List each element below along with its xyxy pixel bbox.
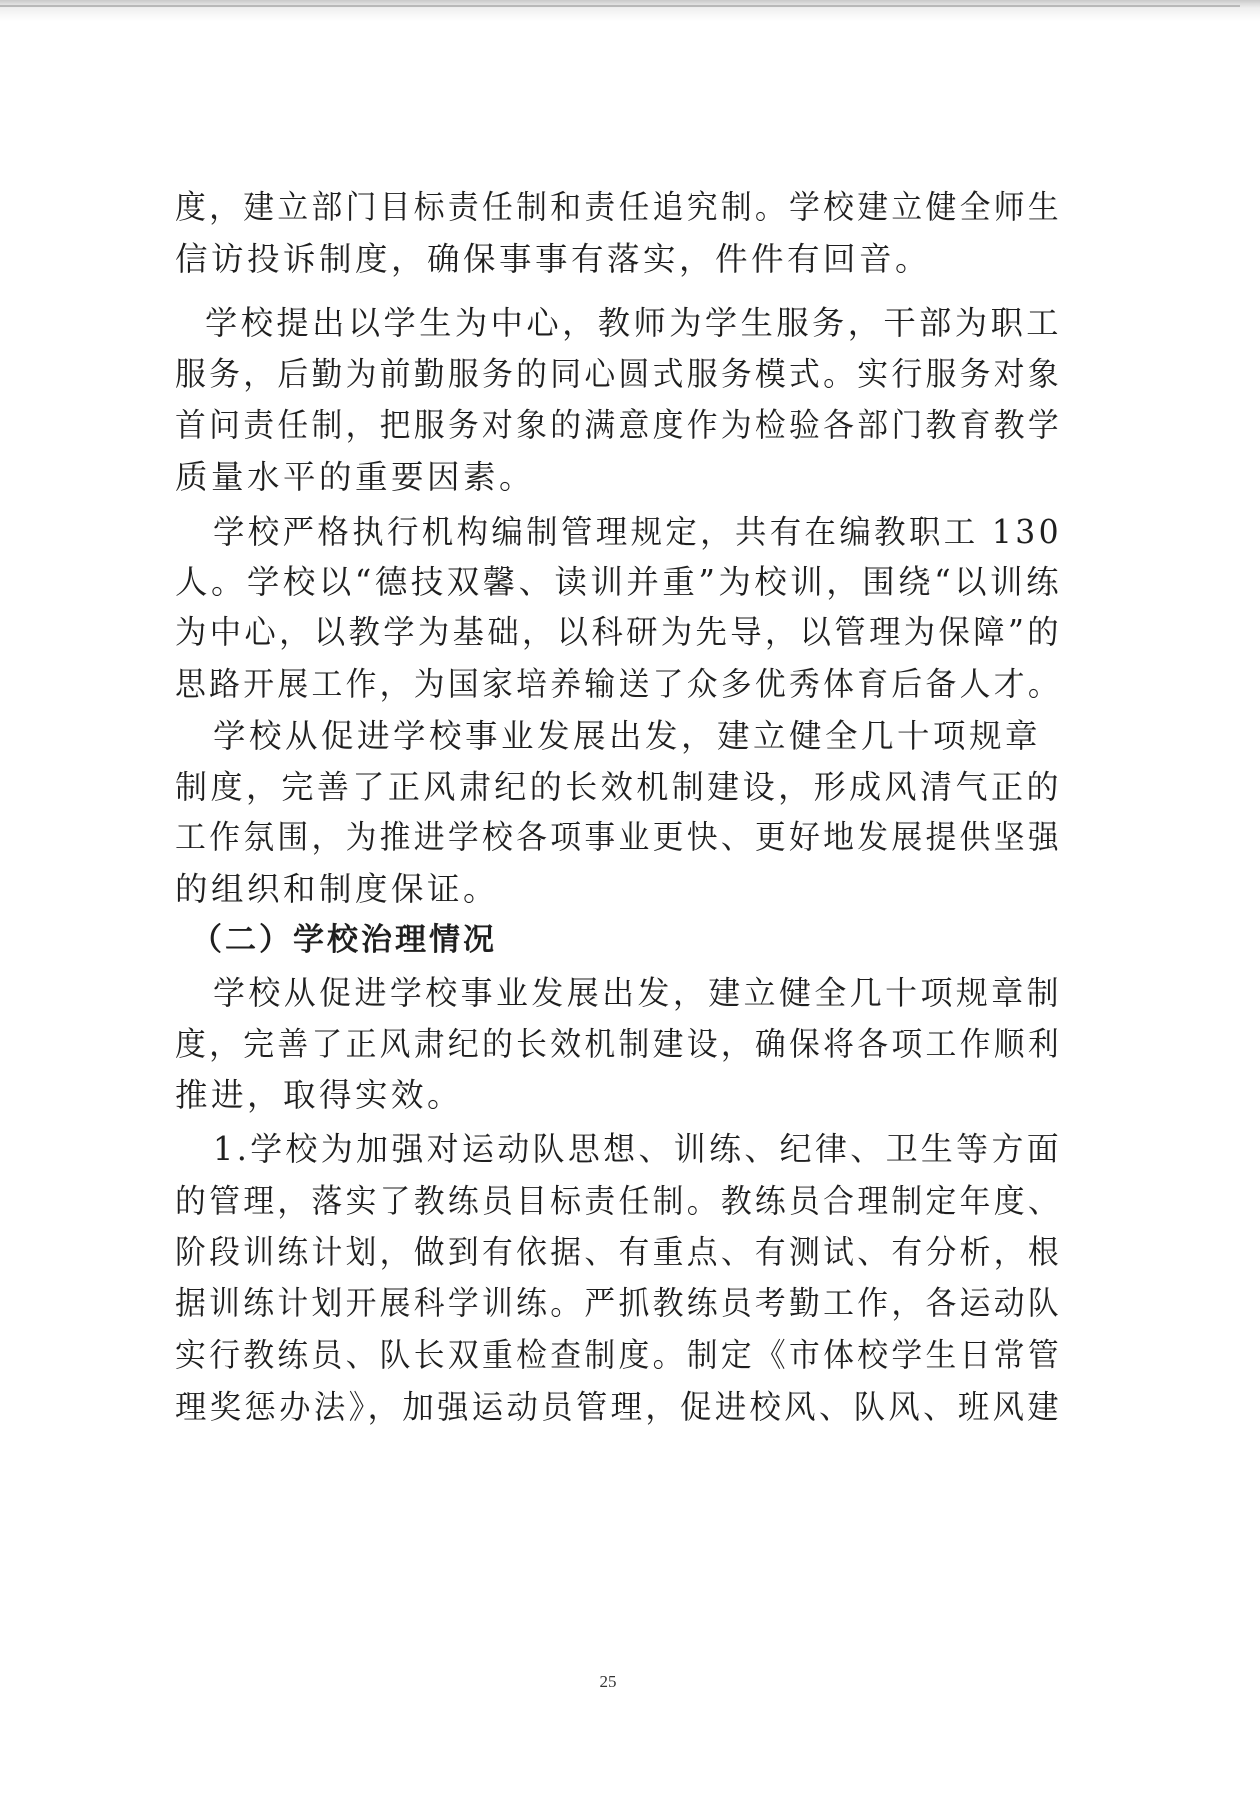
text-line: 理奖惩办法》，加强运动员管理，促进校风、队风、班风建	[175, 1388, 1063, 1426]
paragraph-start-line: 学校从促进学校事业发展出发，建立健全几十项规章	[213, 717, 1042, 755]
text-line: 度，完善了正风肃纪的长效机制建设，确保将各项工作顺利	[175, 1025, 1062, 1063]
text-line: 质量水平的重要因素。	[175, 458, 536, 496]
text-line: 思路开展工作，为国家培养输送了众多优秀体育后备人才。	[175, 665, 1062, 703]
numbered-item-start-line: 1.学校为加强对运动队思想、训练、纪律、卫生等方面	[213, 1130, 1063, 1168]
text-line: 服务，后勤为前勤服务的同心圆式服务模式。实行服务对象	[175, 355, 1062, 393]
scan-edge-line	[0, 5, 1240, 7]
page-number: 25	[599, 1672, 617, 1691]
text-line: 的管理，落实了教练员目标责任制。教练员合理制定年度、	[175, 1182, 1062, 1220]
text-line: 为中心，以教学为基础，以科研为先导，以管理为保障”的	[175, 613, 1063, 651]
text-line: 度，建立部门目标责任制和责任追究制。学校建立健全师生	[175, 188, 1062, 226]
paragraph-start-line: 学校提出以学生为中心，教师为学生服务，干部为职工	[205, 304, 1063, 342]
text-line: 的组织和制度保证。	[175, 870, 500, 908]
text-line: 实行教练员、队长双重检查制度。制定《市体校学生日常管	[175, 1336, 1062, 1374]
paragraph-start-line: 学校严格执行机构编制管理规定，共有在编教职工 130	[213, 513, 1063, 551]
scan-top-edge	[0, 0, 1260, 22]
text-line: 阶段训练计划，做到有依据、有重点、有测试、有分析，根	[175, 1233, 1062, 1271]
text-line: 信访投诉制度，确保事事有落实，件件有回音。	[175, 240, 932, 278]
section-heading: （二）学校治理情况	[191, 922, 497, 958]
text-line: 人。学校以“德技双馨、读训并重”为校训，围绕“以训练	[175, 563, 1063, 601]
paragraph-start-line: 学校从促进学校事业发展出发，建立健全几十项规章制	[213, 974, 1062, 1012]
text-line: 制度，完善了正风肃纪的长效机制建设，形成风清气正的	[175, 768, 1062, 806]
text-line: 据训练计划开展科学训练。严抓教练员考勤工作，各运动队	[175, 1284, 1062, 1322]
text-line: 工作氛围，为推进学校各项事业更快、更好地发展提供坚强	[175, 818, 1062, 856]
text-line: 首问责任制，把服务对象的满意度作为检验各部门教育教学	[175, 406, 1062, 444]
text-line: 推进，取得实效。	[175, 1076, 464, 1114]
